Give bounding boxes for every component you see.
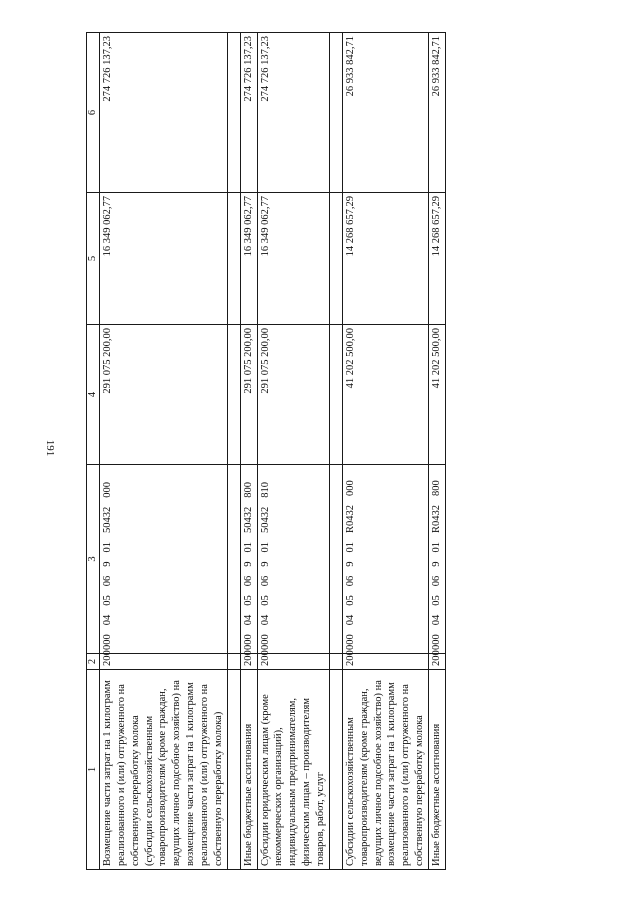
- row-budget-code: [100, 465, 228, 654]
- code-segment: 000: [259, 634, 271, 650]
- table-body: [100, 33, 446, 870]
- column-number: 2: [87, 654, 100, 670]
- spacer-cell: [329, 465, 342, 654]
- code-segment: 800: [431, 480, 443, 496]
- table-row: [257, 33, 329, 870]
- code-segment: 04: [242, 614, 254, 626]
- code-segment: 000: [242, 634, 254, 650]
- spacer-cell: [227, 465, 240, 654]
- code-segment: 06: [242, 575, 254, 587]
- table-row: [240, 33, 257, 870]
- row-executed-amount: 14 268 657,29: [342, 193, 428, 325]
- code-segment: 50432: [102, 506, 113, 533]
- code-segment: 05: [259, 595, 271, 606]
- spacer-cell: [227, 654, 240, 670]
- code-segment: 06: [344, 575, 356, 587]
- code-segment: 04: [259, 614, 271, 626]
- page-number: 191: [44, 439, 56, 457]
- row-plan-amount: 291 075 200,00: [257, 325, 329, 465]
- row-remainder-amount: 274 726 137,23: [240, 33, 257, 193]
- column-number-row: [87, 33, 100, 870]
- table-row: [342, 33, 428, 870]
- code-segment: 000: [102, 634, 113, 650]
- column-number: 3: [87, 465, 100, 654]
- column-number: 6: [87, 33, 100, 193]
- row-name: Субсидии юридическим лицам (кроме некоммерческих организаций), индивидуальным предпринимателям, физическим лицам – производителям товаров, работ, услуг: [257, 670, 329, 870]
- code-segment: 9: [242, 561, 254, 567]
- row-admin-code: 200: [429, 654, 446, 670]
- code-segment: 01: [344, 542, 356, 553]
- table-row: [429, 33, 446, 870]
- code-segment: 04: [344, 614, 356, 626]
- row-plan-amount: 291 075 200,00: [100, 325, 228, 465]
- row-admin-code: 200: [257, 654, 329, 670]
- row-budget-code: [257, 465, 329, 654]
- code-segment: 05: [242, 595, 254, 606]
- row-remainder-amount: 274 726 137,23: [257, 33, 329, 193]
- row-budget-code: [240, 465, 257, 654]
- code-segment: 9: [259, 561, 271, 567]
- spacer-cell: [227, 325, 240, 465]
- code-segment: R0432: [431, 504, 443, 533]
- row-name: Возмещение части затрат на 1 килограмм реализованного и (или) отгруженного на собственную переработку молока (субсидии сельскохозяйственным товаропроизводителям (кроме граждан, ведущих личное подсобное хозяйство) на возмещение части затрат на 1 килограмм реализованного и (или) отгруженного на собственную переработку молока): [100, 670, 228, 870]
- code-segment: 000: [344, 634, 356, 650]
- spacer-row: [227, 33, 240, 870]
- row-remainder-amount: 26 933 842,71: [342, 33, 428, 193]
- row-name: Субсидии сельскохозяйственным товаропроизводителям (кроме граждан, ведущих личное подсобное хозяйство) на возмещение части затрат на 1 килограмм реализованного и (или) отгруженного на собственную переработку молока: [342, 670, 428, 870]
- row-plan-amount: 291 075 200,00: [240, 325, 257, 465]
- code-segment: 9: [344, 561, 356, 567]
- row-executed-amount: 16 349 062,77: [257, 193, 329, 325]
- code-segment: 05: [344, 595, 356, 606]
- rotated-page: [86, 33, 561, 870]
- spacer-cell: [329, 193, 342, 325]
- code-segment: 05: [431, 595, 443, 606]
- row-admin-code: 200: [342, 654, 428, 670]
- code-segment: 01: [431, 542, 443, 553]
- code-segment: R0432: [344, 504, 356, 533]
- code-segment: 01: [242, 542, 254, 553]
- spacer-cell: [227, 193, 240, 325]
- row-admin-code: 200: [100, 654, 228, 670]
- code-segment: 01: [259, 542, 271, 553]
- code-segment: 9: [431, 561, 443, 567]
- row-remainder-amount: 26 933 842,71: [429, 33, 446, 193]
- row-budget-code: [342, 465, 428, 654]
- column-number: 5: [87, 193, 100, 325]
- code-segment: 06: [259, 575, 271, 587]
- code-segment: 50432: [242, 506, 254, 533]
- spacer-cell: [227, 670, 240, 870]
- row-remainder-amount: 274 726 137,23: [100, 33, 228, 193]
- code-segment: 06: [431, 575, 443, 587]
- column-number: 1: [87, 670, 100, 870]
- code-segment: 50432: [259, 506, 271, 533]
- spacer-cell: [227, 33, 240, 193]
- budget-table: [86, 32, 446, 870]
- spacer-cell: [329, 33, 342, 193]
- row-executed-amount: 14 268 657,29: [429, 193, 446, 325]
- spacer-cell: [329, 670, 342, 870]
- spacer-cell: [329, 654, 342, 670]
- code-segment: 000: [344, 480, 356, 496]
- code-segment: 04: [431, 614, 443, 626]
- spacer-row: [329, 33, 342, 870]
- code-segment: 04: [102, 614, 113, 626]
- code-segment: 000: [431, 634, 443, 650]
- row-executed-amount: 16 349 062,77: [100, 193, 228, 325]
- code-segment: 810: [259, 482, 271, 498]
- row-name: Иные бюджетные ассигнования: [240, 670, 257, 870]
- table-row: [100, 33, 228, 870]
- code-segment: 01: [102, 542, 113, 553]
- row-plan-amount: 41 202 500,00: [429, 325, 446, 465]
- row-executed-amount: 16 349 062,77: [240, 193, 257, 325]
- code-segment: 9: [102, 561, 113, 567]
- code-segment: 05: [102, 595, 113, 606]
- code-segment: 800: [242, 482, 254, 498]
- row-budget-code: [429, 465, 446, 654]
- column-number: 4: [87, 325, 100, 465]
- row-plan-amount: 41 202 500,00: [342, 325, 428, 465]
- code-segment: 06: [102, 575, 113, 587]
- row-admin-code: 200: [240, 654, 257, 670]
- code-segment: 000: [102, 482, 113, 498]
- row-name: Иные бюджетные ассигнования: [429, 670, 446, 870]
- spacer-cell: [329, 325, 342, 465]
